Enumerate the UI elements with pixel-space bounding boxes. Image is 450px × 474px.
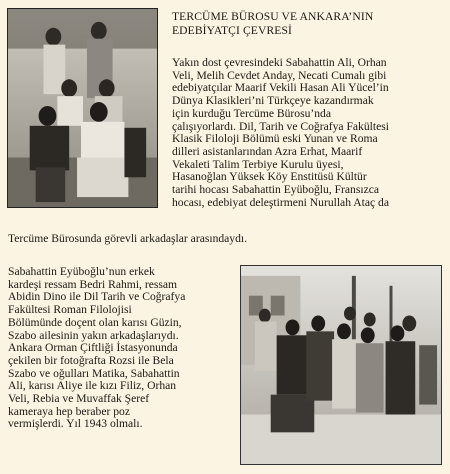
text-line: Bölümünde doçent olan karısı Güzin, <box>8 315 182 329</box>
text-line: kameraya hep beraber poz <box>8 404 130 418</box>
text-line: Ali, karısı Aliye ile kızı Filiz, Orhan <box>8 379 177 393</box>
text-line: için kurduğu Tercüme Bürosu’nda <box>172 106 331 120</box>
text-line: Abidin Dino ile Dil Tarih ve Coğrafya <box>8 290 186 304</box>
text-line: Yakın dost çevresindeki Sabahattin Ali, Orhan <box>172 56 387 69</box>
text-line: çalışıyorlardı. Dil, Tarih ve Coğrafya Fakültesi <box>172 119 389 133</box>
text-line: Sabahattin Eyüboğlu’nun erkek <box>8 265 155 278</box>
station-group-photo <box>240 265 442 465</box>
text-line: dilleri asistanlarından Azra Erhat, Maarif <box>172 144 363 158</box>
group-photo-top <box>7 8 158 208</box>
text-line: tarihi hocası Sabahattin Eyüboğlu, Fransızca <box>172 183 380 197</box>
text-line: Szabo ve oğulları Matika, Sabahattin <box>8 366 180 380</box>
text-line: hocası, edebiyat deleştirmeni Nurullah Ataç da <box>172 195 389 209</box>
text-line: Dünya Klasikleri’ni Türkçeye kazandırmak <box>172 94 374 108</box>
text-line: Vekaleti Talim Terbiye Kurulu üyesi, <box>172 157 344 171</box>
paragraph-1-tail: Tercüme Bürosunda görevli arkadaşlar arasındaydı. <box>8 232 248 245</box>
title-line: EDEBİYATÇI ÇEVRESİ <box>172 23 292 37</box>
text-line: vermişlerdi. Yıl 1943 olmalı. <box>8 417 143 431</box>
text-line: Hasanoğlan Yüksek Köy Enstitüsü Kültür <box>172 170 367 184</box>
text-line: Klasik Filoloji Bölümü eski Yunan ve Roma <box>172 132 378 146</box>
text-line: edebiyatçılar Maarif Vekili Hasan Ali Yücel’in <box>172 81 389 95</box>
text-line: çekilen bir fotoğrafta Rozsi ile Bela <box>8 353 174 367</box>
paragraph-1 <box>172 57 444 209</box>
text-line: Szabo ailesinin yakın arkadaşlarıydı. <box>8 328 179 342</box>
text-line: Veli, Rebia ve Muvaffak Şeref <box>8 392 150 406</box>
title-line: TERCÜME BÜROSU VE ANKARA’NIN <box>172 10 374 23</box>
text-line: Ankara Orman Çiftliği İstasyonunda <box>8 341 178 355</box>
text-line: Veli, Melih Cevdet Anday, Necati Cumalı gibi <box>172 68 387 82</box>
text-line: Fakültesi Roman Filolojisi <box>8 303 132 317</box>
paragraph-2 <box>8 266 234 431</box>
text-line: kardeşi ressam Bedri Rahmi, ressam <box>8 277 178 291</box>
article-title <box>172 10 442 37</box>
